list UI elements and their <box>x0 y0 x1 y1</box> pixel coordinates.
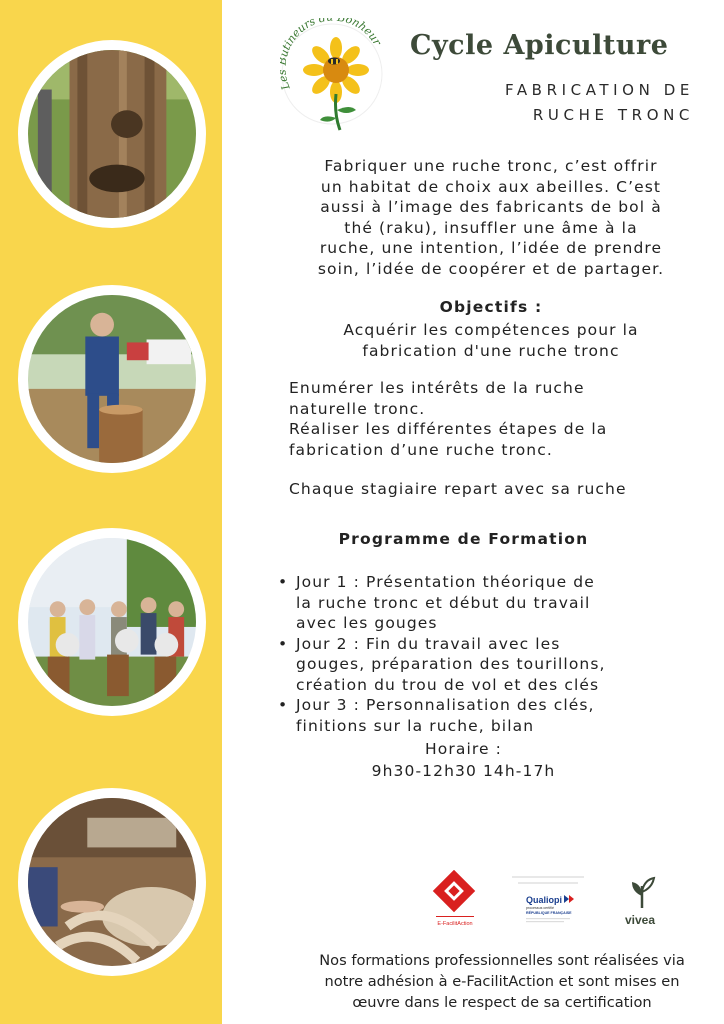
objectifs-line: naturelle tronc. <box>289 399 426 418</box>
objectifs-heading: Objectifs : <box>439 298 543 316</box>
intro-line: un habitat de choix aux abeilles. C’est <box>320 177 662 196</box>
programme-line: finitions sur la ruche, bilan <box>296 716 535 735</box>
vivea-name: vivea <box>624 913 656 927</box>
programme-line: gouges, préparation des tourillons, <box>296 655 606 673</box>
efacilitaction-diamond-icon <box>433 870 475 912</box>
group-with-hives-photo <box>18 528 206 716</box>
programme-day-1 <box>276 572 696 634</box>
butineurs-logo <box>280 18 384 136</box>
programme-line: Jour 1 : Présentation théorique de <box>296 573 595 591</box>
intro-line: thé (raku), insuffler une âme à la <box>344 218 638 237</box>
horaire-hours: 9h30-12h30 14h-17h <box>371 762 556 780</box>
programme-day-2 <box>276 634 696 696</box>
bullet-icon: • <box>278 634 289 653</box>
objectifs-lead <box>286 320 696 361</box>
footer-line: notre adhésion à e-FacilitAction et sont mises en <box>324 973 680 990</box>
qualiopi-country: RÉPUBLIQUE FRANÇAISE <box>526 911 572 915</box>
qualiopi-name: Qualiopi <box>526 895 562 905</box>
footer-note <box>296 950 708 1013</box>
horaire-label: Horaire : <box>425 740 502 758</box>
footer-line: Nos formations professionnelles sont réalisées via <box>319 952 685 969</box>
man-carving-log-photo <box>18 285 206 473</box>
efacilitaction-name: E-FacilitAction <box>437 921 473 927</box>
programme-heading: Programme de Formation <box>338 530 589 548</box>
programme-line: création du trou de vol et des clés <box>296 675 600 694</box>
objectifs-line: Enumérer les intérêts de la ruche <box>289 379 585 397</box>
qualiopi-logo <box>508 870 588 940</box>
objectifs-line: Réaliser les différentes étapes de la <box>289 420 608 438</box>
horaire-block <box>286 738 641 782</box>
page-title: Cycle Apiculture <box>410 30 669 61</box>
objectifs-lead-line: Acquérir les compétences pour la <box>343 321 639 339</box>
subtitle-line: RUCHE TRONC <box>532 106 694 124</box>
bullet-icon: • <box>278 573 289 591</box>
intro-line: soin, l’idée de coopérer et de partager. <box>317 259 665 278</box>
programme-day-3 <box>276 695 696 736</box>
vivea-logo <box>612 870 668 940</box>
programme-line: Jour 3 : Personnalisation des clés, <box>296 696 595 714</box>
qualiopi-chevron-icon <box>564 895 574 903</box>
programme-line: la ruche tronc et début du travail <box>296 593 591 612</box>
programme-line: avec les gouges <box>296 614 438 632</box>
qualiopi-sub: processus certifié <box>526 906 554 910</box>
objectifs-line: fabrication d’une ruche tronc. <box>289 440 553 459</box>
tree-trunk-hive-photo <box>18 40 206 228</box>
programme-line: Jour 2 : Fin du travail avec les <box>296 634 561 653</box>
objectifs-list <box>289 378 699 460</box>
efacilitaction-logo <box>430 870 480 940</box>
intro-line: ruche, une intention, l’idée de prendre <box>319 239 663 257</box>
objectifs-lead-line: fabrication d'une ruche tronc <box>362 341 620 360</box>
footer-line: œuvre dans le respect de sa certification <box>352 994 652 1011</box>
subtitle-line: FABRICATION DE <box>504 81 694 99</box>
objectifs-closing: Chaque stagiaire repart avec sa ruche <box>289 480 627 498</box>
vivea-leaf-icon <box>632 878 654 908</box>
intro-paragraph <box>286 156 696 279</box>
bullet-icon: • <box>278 696 289 714</box>
intro-line: aussi à l’image des fabricants de bol à <box>320 198 662 216</box>
programme-list <box>276 572 696 736</box>
intro-line: Fabriquer une ruche tronc, c’est offrir <box>324 157 658 175</box>
page-subtitle <box>434 78 694 128</box>
logo-text-path: tineurs d onheur <box>280 18 384 52</box>
workbench-wood-photo <box>18 788 206 976</box>
